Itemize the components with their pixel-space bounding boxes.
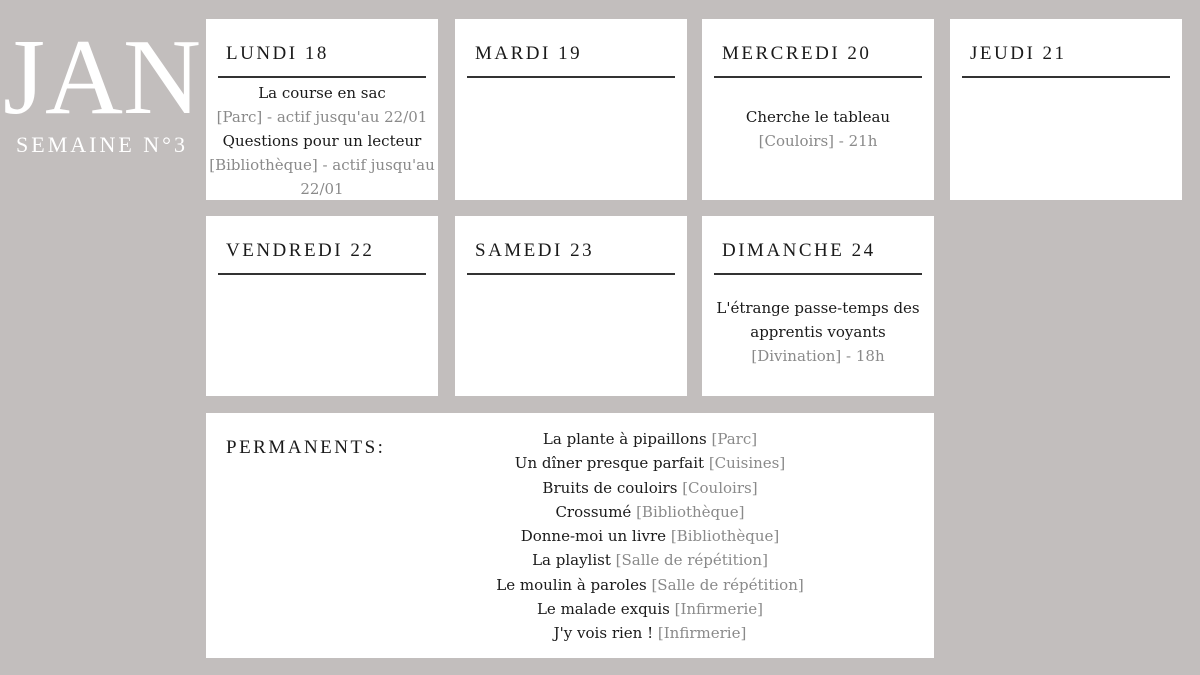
day-title: DIMANCHE 24 xyxy=(722,240,876,261)
permanent-item-location: [Bibliothèque] xyxy=(636,502,745,521)
permanent-item-name: La plante à pipaillons xyxy=(542,430,707,448)
permanent-item xyxy=(366,451,934,475)
divider xyxy=(467,76,675,78)
event-list xyxy=(702,105,934,153)
permanent-item-name: La playlist xyxy=(532,551,611,570)
permanents-list xyxy=(366,427,934,646)
permanent-item xyxy=(366,500,934,524)
event-name: La course en sac xyxy=(258,84,386,102)
day-card-vendredi xyxy=(206,216,438,396)
day-title: JEUDI 21 xyxy=(970,43,1067,64)
event-list xyxy=(710,296,926,368)
permanent-item xyxy=(366,427,934,451)
event-detail: [Bibliothèque] - actif jusqu'au 22/01 xyxy=(209,156,435,198)
day-title: LUNDI 18 xyxy=(226,43,329,64)
permanent-item-name: Le moulin à paroles xyxy=(496,575,647,594)
divider xyxy=(962,76,1170,78)
day-card-mercredi xyxy=(702,19,934,200)
permanent-item-name: Donne-moi un livre xyxy=(520,527,667,546)
divider xyxy=(467,273,675,275)
permanent-item xyxy=(366,524,934,548)
permanent-item-location: [Cuisines] xyxy=(708,454,786,473)
permanents-card xyxy=(206,413,934,658)
day-card-dimanche xyxy=(702,216,934,396)
week-number: SEMAINE N°3 xyxy=(16,132,188,157)
day-card-jeudi xyxy=(950,19,1182,200)
divider xyxy=(218,76,426,78)
permanent-item-location: [Salle de répétition] xyxy=(615,551,768,570)
event-detail: [Parc] - actif jusqu'au 22/01 xyxy=(216,108,428,126)
permanents-title: PERMANENTS: xyxy=(226,437,386,458)
day-title: SAMEDI 23 xyxy=(475,240,595,261)
day-card-lundi xyxy=(206,19,438,200)
event-name: L'étrange passe-temps des apprentis voyants xyxy=(716,299,920,341)
divider xyxy=(714,76,922,78)
divider xyxy=(714,273,922,275)
day-title: VENDREDI 22 xyxy=(226,240,375,261)
month-title: JAN xyxy=(2,18,202,137)
permanent-item xyxy=(366,476,934,500)
day-title: MERCREDI 20 xyxy=(722,43,872,64)
divider xyxy=(218,273,426,275)
permanent-item xyxy=(366,597,934,621)
permanent-item-location: [Infirmerie] xyxy=(674,600,764,619)
permanent-item-name: Bruits de couloirs xyxy=(542,478,678,497)
event-list xyxy=(206,81,438,201)
permanent-item xyxy=(366,548,934,572)
day-title: MARDI 19 xyxy=(475,43,583,64)
permanent-item-name: Crossumé xyxy=(555,502,632,521)
permanent-item-location: [Infirmerie] xyxy=(657,624,747,643)
permanent-item-name: J'y vois rien ! xyxy=(553,624,654,643)
event-name: Questions pour un lecteur xyxy=(222,132,422,150)
permanent-item-location: [Couloirs] xyxy=(682,478,758,497)
permanent-item-name: Le malade exquis xyxy=(536,600,670,619)
permanent-item-location: [Bibliothèque] xyxy=(670,527,780,546)
day-card-samedi xyxy=(455,216,687,396)
permanent-item-name: Un dîner presque parfait xyxy=(514,454,705,473)
permanent-item xyxy=(366,573,934,597)
day-card-mardi xyxy=(455,19,687,200)
permanent-item-location: [Salle de répétition] xyxy=(651,575,804,594)
event-detail: [Couloirs] - 21h xyxy=(758,132,878,150)
permanent-item-location: [Parc] xyxy=(711,430,758,448)
permanent-item xyxy=(366,621,934,645)
event-name: Cherche le tableau xyxy=(745,108,891,126)
event-detail: [Divination] - 18h xyxy=(751,347,885,365)
